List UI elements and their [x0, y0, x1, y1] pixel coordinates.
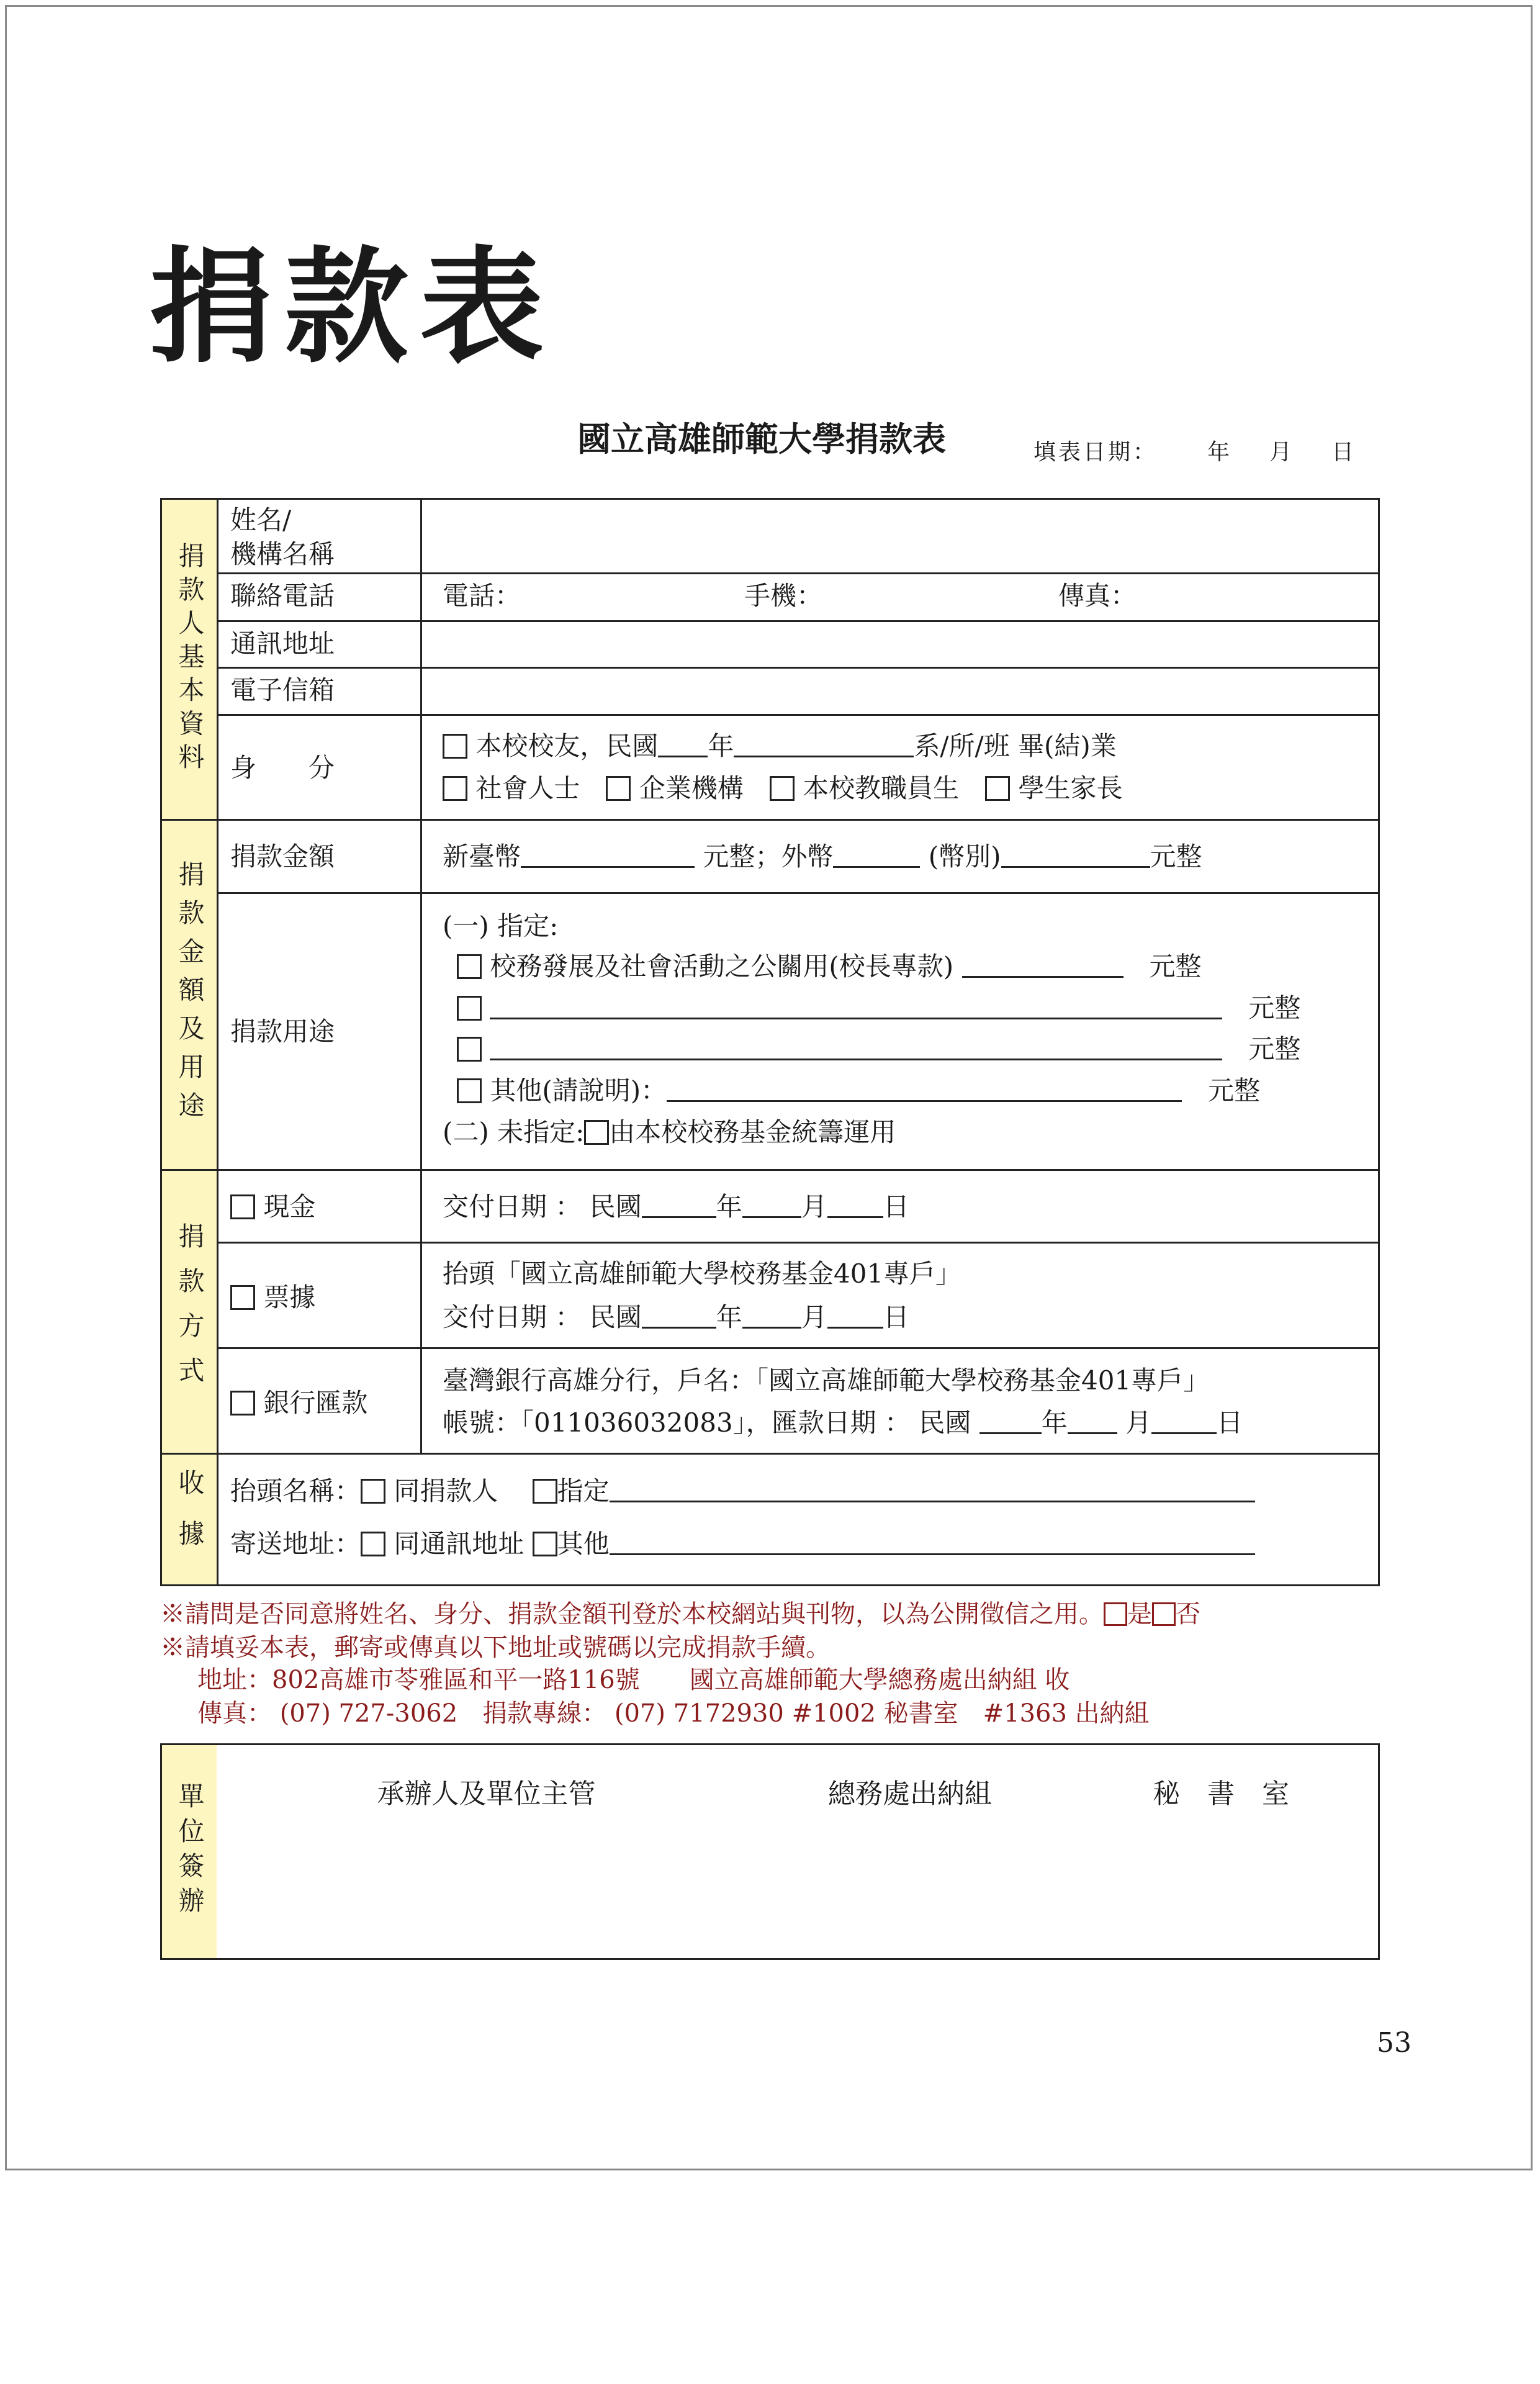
consent-text: ※請問是否同意將姓名、身分、捐款金額刊登於本校網站與刊物，以為公開徵信之用。 [160, 1600, 1104, 1628]
identity-opt-staff: 本校教職員生 [803, 773, 960, 803]
month-blank[interactable] [1068, 1410, 1117, 1434]
check-header: 抬頭「國立高雄師範大學校務基金401專戶」 [443, 1258, 962, 1289]
purpose-undesignated [443, 1116, 896, 1150]
yuan-label: 元整 [1150, 841, 1202, 872]
divider [162, 1453, 1378, 1455]
divider [162, 819, 1378, 821]
same-address-text: 同通訊地址 [394, 1528, 525, 1559]
other-address-blank[interactable] [610, 1531, 1255, 1555]
purpose-item-2 [457, 991, 1300, 1026]
ntd-label: 新臺幣 [443, 841, 521, 872]
phone-label: 聯絡電話 [230, 580, 335, 611]
identity-options [443, 772, 1123, 806]
donation-form [160, 498, 1380, 1586]
fill-date-day: 日 [1331, 440, 1357, 465]
divider [217, 892, 1378, 894]
divider [420, 500, 422, 1455]
year-label: 年 [1041, 1407, 1068, 1438]
purpose-item-1 [457, 950, 1202, 984]
consent-yes: 是 [1127, 1600, 1152, 1628]
name-label [230, 503, 335, 571]
purpose-item-1-text: 校務發展及社會活動之公關用(校長專款) [490, 951, 954, 982]
undesignated-checkbox[interactable] [584, 1120, 609, 1145]
bank-account-text: 帳號：「011036032083」，匯款日期 ： 民國 [443, 1407, 971, 1438]
bank-checkbox[interactable] [230, 1391, 255, 1416]
alumni-dept-label: 系/所/班 畢(結)業 [914, 731, 1117, 761]
address-label: 通訊地址 [230, 628, 335, 659]
consent-no: 否 [1176, 1600, 1200, 1628]
divider [217, 1347, 1378, 1349]
month-blank[interactable] [742, 1304, 801, 1329]
purpose-item-3-blank[interactable] [490, 1036, 1222, 1060]
address-note: 地址：802高雄市苓雅區和平一路116號 國立高雄師範大學總務處出納組 收 [197, 1666, 1070, 1694]
fax-label: 傳真： [1058, 580, 1137, 611]
consent-yes-checkbox[interactable] [1104, 1602, 1127, 1626]
same-donor-text: 同捐款人 [394, 1476, 498, 1506]
purpose-other-checkbox[interactable] [457, 1078, 482, 1103]
currency-label: (幣別) [928, 841, 1001, 872]
receipt-title-row [230, 1474, 1255, 1509]
purpose-item-1-checkbox[interactable] [457, 954, 482, 979]
section-sign-text: 單位簽辦 [174, 1782, 205, 1921]
divider [162, 1958, 1378, 2171]
alumni-text: 本校校友，民國 [475, 731, 659, 761]
section-method-text: 捐款方式 [174, 1222, 205, 1401]
divider [217, 500, 218, 1584]
section-amount-text: 捐款金額及用途 [174, 860, 205, 1130]
day-blank[interactable] [1151, 1410, 1217, 1434]
section-donor-text: 捐款人基本資料 [174, 542, 205, 777]
email-field[interactable] [443, 674, 1361, 705]
other-address-checkbox[interactable] [533, 1532, 557, 1556]
consent-no-checkbox[interactable] [1152, 1602, 1176, 1626]
tel-label: 電話： [443, 580, 521, 611]
divider [217, 714, 1378, 716]
amount-field [443, 840, 1202, 874]
divider [217, 1242, 1378, 1244]
section-receipt-text: 收據 [174, 1468, 205, 1571]
amount-label: 捐款金額 [230, 841, 335, 872]
day-label: 日 [883, 1191, 909, 1222]
year-blank[interactable] [979, 1410, 1042, 1434]
delivery-date-label: 交付日期 ： 民國 [443, 1302, 642, 1332]
address-field[interactable] [443, 627, 1361, 658]
divider [217, 667, 1378, 669]
check-label: 票據 [263, 1282, 316, 1312]
name-label-line1: 姓名/ [230, 505, 292, 535]
purpose-item-1-blank[interactable] [962, 954, 1123, 978]
section-method [162, 1171, 217, 1453]
sign-col-cashier: 總務處出納組 [828, 1778, 992, 1810]
identity-label: 身 分 [230, 752, 335, 783]
day-blank[interactable] [827, 1194, 883, 1218]
consent-note [160, 1599, 1200, 1629]
identity-alumni [443, 729, 1117, 764]
phone-field[interactable] [443, 579, 1137, 613]
month-label: 月 [801, 1302, 827, 1332]
designated-text: 指定 [557, 1476, 610, 1506]
alumni-checkbox[interactable] [443, 734, 467, 759]
fill-date [1033, 435, 1356, 466]
identity-opt-enterprise: 企業機構 [639, 773, 744, 803]
purpose-other-text: 其他(請說明)： [490, 1075, 667, 1106]
day-label: 日 [1217, 1407, 1243, 1438]
check-option [230, 1281, 315, 1315]
purpose-other-blank[interactable] [667, 1078, 1182, 1102]
other-address-text: 其他 [557, 1528, 610, 1559]
yuan-label: 元整 [1208, 1075, 1261, 1106]
designated-blank[interactable] [610, 1478, 1255, 1502]
bank-option [230, 1386, 367, 1420]
day-blank[interactable] [827, 1304, 883, 1329]
identity-checkbox-staff[interactable] [770, 776, 795, 801]
divider [162, 2171, 1378, 2384]
same-address-checkbox[interactable] [361, 1532, 385, 1556]
undesignated-label: (二) 未指定: [443, 1117, 585, 1147]
check-checkbox[interactable] [230, 1285, 255, 1310]
fill-date-year: 年 [1207, 440, 1233, 465]
cash-option [230, 1190, 315, 1224]
yuan-label: 元整 [1149, 951, 1202, 982]
page-title: 捐款表 [149, 234, 556, 380]
name-label-line2: 機構名稱 [230, 538, 335, 569]
purpose-item-3 [457, 1032, 1300, 1067]
sign-off-table [160, 1743, 1380, 1960]
purpose-designated: (一) 指定: [443, 911, 559, 941]
purpose-other [457, 1074, 1260, 1108]
alumni-year-label: 年 [708, 731, 734, 761]
cash-checkbox[interactable] [230, 1194, 255, 1219]
email-label: 電子信箱 [230, 675, 335, 705]
cash-date [443, 1190, 909, 1224]
fax-note: 傳真： (07) 727-3062 捐款專線： (07) 7172930 #1002 秘書室 #1363 出納組 [197, 1699, 1150, 1728]
fill-date-month: 月 [1269, 440, 1295, 465]
identity-opt-public: 社會人士 [475, 773, 580, 803]
divider [217, 572, 1378, 574]
alumni-year-blank[interactable] [658, 733, 708, 757]
currency-blank[interactable] [1001, 844, 1150, 868]
purpose-item-2-blank[interactable] [490, 995, 1222, 1019]
purpose-item-2-checkbox[interactable] [457, 996, 482, 1021]
receipt-send-row [230, 1527, 1255, 1561]
identity-checkbox-enterprise[interactable] [606, 776, 631, 801]
sign-col-secretariat: 秘 書 室 [1153, 1778, 1289, 1810]
same-donor-checkbox[interactable] [361, 1479, 385, 1504]
section-sign [162, 1745, 217, 1958]
year-label: 年 [716, 1191, 742, 1222]
identity-checkbox-public[interactable] [443, 776, 467, 801]
ntd-blank[interactable] [521, 844, 695, 868]
section-amount-purpose [162, 821, 217, 1169]
designated-checkbox[interactable] [533, 1479, 557, 1504]
section-receipt [162, 1455, 217, 1584]
divider [162, 1169, 1378, 1171]
identity-checkbox-parent[interactable] [985, 776, 1010, 801]
receipt-send-label: 寄送地址： [230, 1528, 361, 1559]
receipt-title-label: 抬頭名稱： [230, 1476, 361, 1506]
day-label: 日 [883, 1302, 909, 1332]
month-blank[interactable] [742, 1194, 801, 1218]
divider [217, 620, 1378, 622]
sign-col-handler: 承辦人及單位主管 [377, 1778, 596, 1810]
delivery-date-label: 交付日期 ： 民國 [443, 1191, 642, 1222]
form-title: 國立高雄師範大學捐款表 [577, 420, 946, 459]
purpose-item-3-checkbox[interactable] [457, 1037, 482, 1062]
foreign-blank[interactable] [833, 844, 920, 868]
bank-label: 銀行匯款 [263, 1388, 368, 1418]
month-label: 月 [1125, 1407, 1152, 1438]
year-blank[interactable] [642, 1194, 716, 1218]
check-date [443, 1301, 909, 1335]
alumni-dept-blank[interactable] [734, 733, 914, 757]
mail-note: ※請填妥本表，郵寄或傳真以下地址或號碼以完成捐款手續。 [160, 1633, 831, 1662]
yuan-label: 元整 [1248, 1034, 1301, 1064]
section-donor-info [162, 500, 217, 819]
foreign-label: 元整；外幣 [703, 841, 834, 872]
page-number: 53 [1377, 2027, 1412, 2059]
fill-date-label: 填表日期： [1033, 440, 1158, 465]
mobile-label: 手機： [744, 580, 823, 611]
bank-account [443, 1406, 1243, 1440]
year-blank[interactable] [642, 1304, 716, 1329]
bank-info: 臺灣銀行高雄分行，戶名：「國立高雄師範大學校務基金401專戶」 [443, 1365, 1210, 1396]
identity-opt-parent: 學生家長 [1018, 773, 1123, 803]
cash-label: 現金 [263, 1191, 316, 1222]
undesignated-text: 由本校校務基金統籌運用 [609, 1117, 896, 1147]
year-label: 年 [716, 1302, 742, 1332]
name-field[interactable] [443, 512, 1361, 556]
month-label: 月 [801, 1191, 827, 1222]
purpose-label: 捐款用途 [230, 1016, 335, 1047]
yuan-label: 元整 [1248, 993, 1301, 1023]
